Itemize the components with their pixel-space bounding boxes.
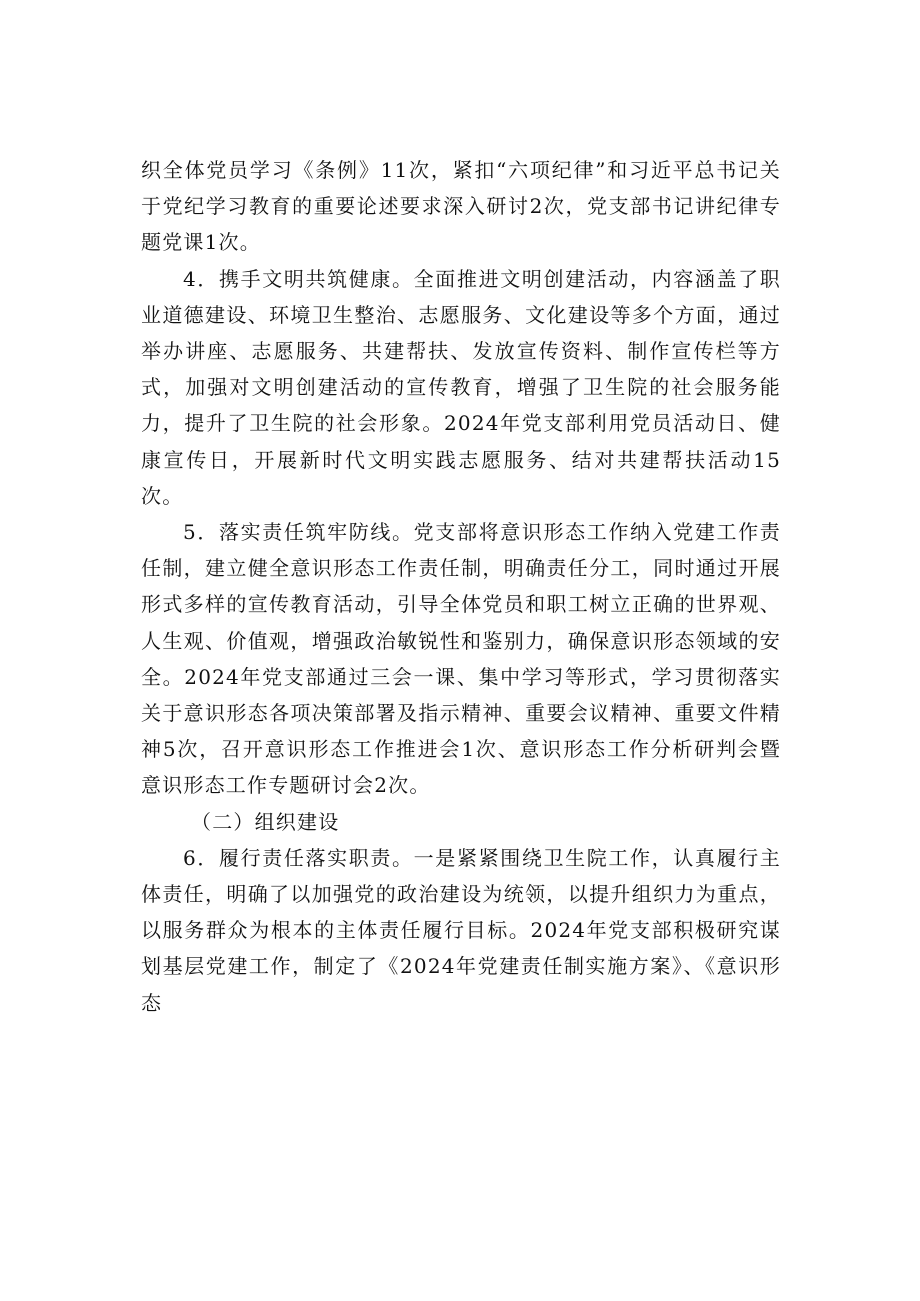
paragraph-item-4: 4．携手文明共筑健康。全面推进文明创建活动，内容涵盖了职业道德建设、环境卫生整治、志愿服务、文化建设等多个方面，通过举办讲座、志愿服务、共建帮扶、发放宣传资料、制作宣传栏等方式，加强对文明创建活动的宣传教育，增强了卫生院的社会服务能力，提升了卫生院的社会形象。2024年党支部利用党员活动日、健康宣传日，开展新时代文明实践志愿服务、结对共建帮扶活动15次。 xyxy=(141,266,781,508)
paragraph-item-6: 6．履行责任落实职责。一是紧紧围绕卫生院工作，认真履行主体责任，明确了以加强党的政治建设为统领，以提升组织力为重点，以服务群众为根本的主体责任履行目标。2024年党支部积极研究谋划基层党建工作，制定了《2024年党建责任制实施方案》、《意识形态 xyxy=(141,845,781,1015)
paragraph-item-5: 5．落实责任筑牢防线。党支部将意识形态工作纳入党建工作责任制，建立健全意识形态工作责任制，明确责任分工，同时通过开展形式多样的宣传教育活动，引导全体党员和职工树立正确的世界观、人生观、价值观，增强政治敏锐性和鉴别力，确保意识形态领域的安全。2024年党支部通过三会一课、集中学习等形式，学习贯彻落实关于意识形态各项决策部署及指示精神、重要会议精神、重要文件精神5次，召开意识形态工作推进会1次、意识形态工作分析研判会暨意识形态工作专题研讨会2次。 xyxy=(141,520,781,798)
document-body xyxy=(141,152,781,1021)
paragraph-continuation: 织全体党员学习《条例》11次，紧扣“六项纪律”和习近平总书记关于党纪学习教育的重要论述要求深入研讨2次，党支部书记讲纪律专题党课1次。 xyxy=(141,158,781,255)
section-heading-organization: （二）组织建设 xyxy=(191,809,340,834)
